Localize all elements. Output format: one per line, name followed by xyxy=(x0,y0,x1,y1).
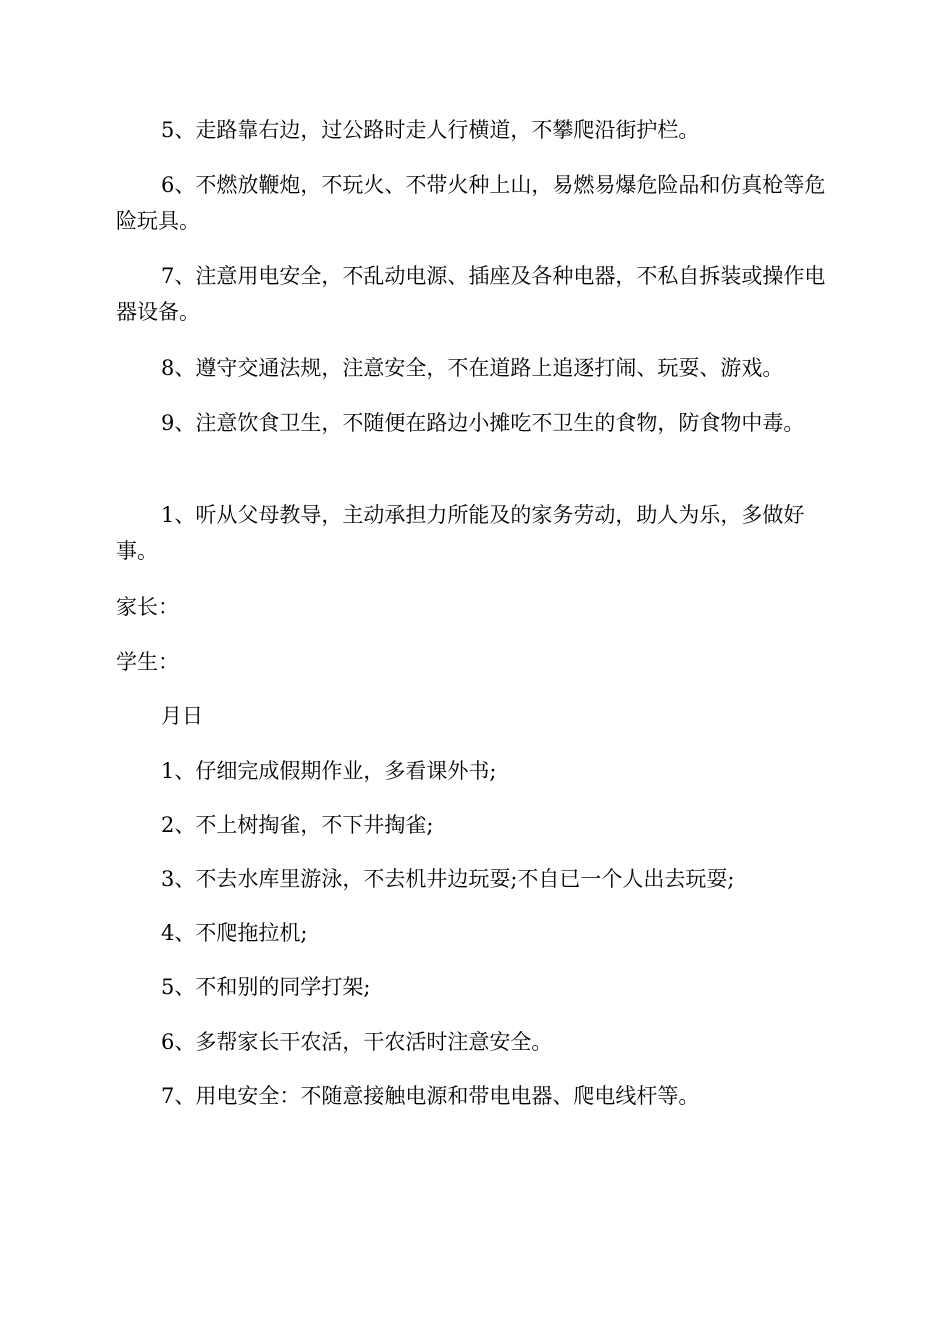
paragraph-rule-5: 5、走路靠右边，过公路时走人行横道，不攀爬沿街护栏。 xyxy=(161,118,700,142)
list-item: 3、不去水库里游泳，不去机井边玩耍;不自已一个人出去玩耍; xyxy=(161,867,735,891)
list-item: 4、不爬拖拉机; xyxy=(161,921,308,945)
list-item: 7、用电安全：不随意接触电源和带电电器、爬电线杆等。 xyxy=(161,1084,700,1108)
date-label: 月日 xyxy=(161,704,203,728)
list-item: 5、不和别的同学打架; xyxy=(161,975,371,999)
student-signature-label: 学生： xyxy=(116,650,179,674)
list-item: 2、不上树掏雀，不下井掏雀; xyxy=(161,813,434,837)
paragraph-rule-7: 7、注意用电安全，不乱动电源、插座及各种电器，不私自拆装或操作电器设备。 xyxy=(116,264,826,324)
paragraph-rule-1: 1、听从父母教导，主动承担力所能及的家务劳动，助人为乐，多做好事。 xyxy=(116,503,805,563)
parent-signature-label: 家长： xyxy=(116,595,179,619)
list-item: 1、仔细完成假期作业，多看课外书; xyxy=(161,759,497,783)
paragraph-rule-6: 6、不燃放鞭炮，不玩火、不带火种上山，易燃易爆危险品和仿真枪等危险玩具。 xyxy=(116,173,826,233)
paragraph-rule-8: 8、遵守交通法规，注意安全，不在道路上追逐打闹、玩耍、游戏。 xyxy=(161,356,784,380)
list-item: 6、多帮家长干农活，干农活时注意安全。 xyxy=(161,1030,553,1054)
paragraph-rule-9: 9、注意饮食卫生，不随便在路边小摊吃不卫生的食物，防食物中毒。 xyxy=(161,411,805,435)
